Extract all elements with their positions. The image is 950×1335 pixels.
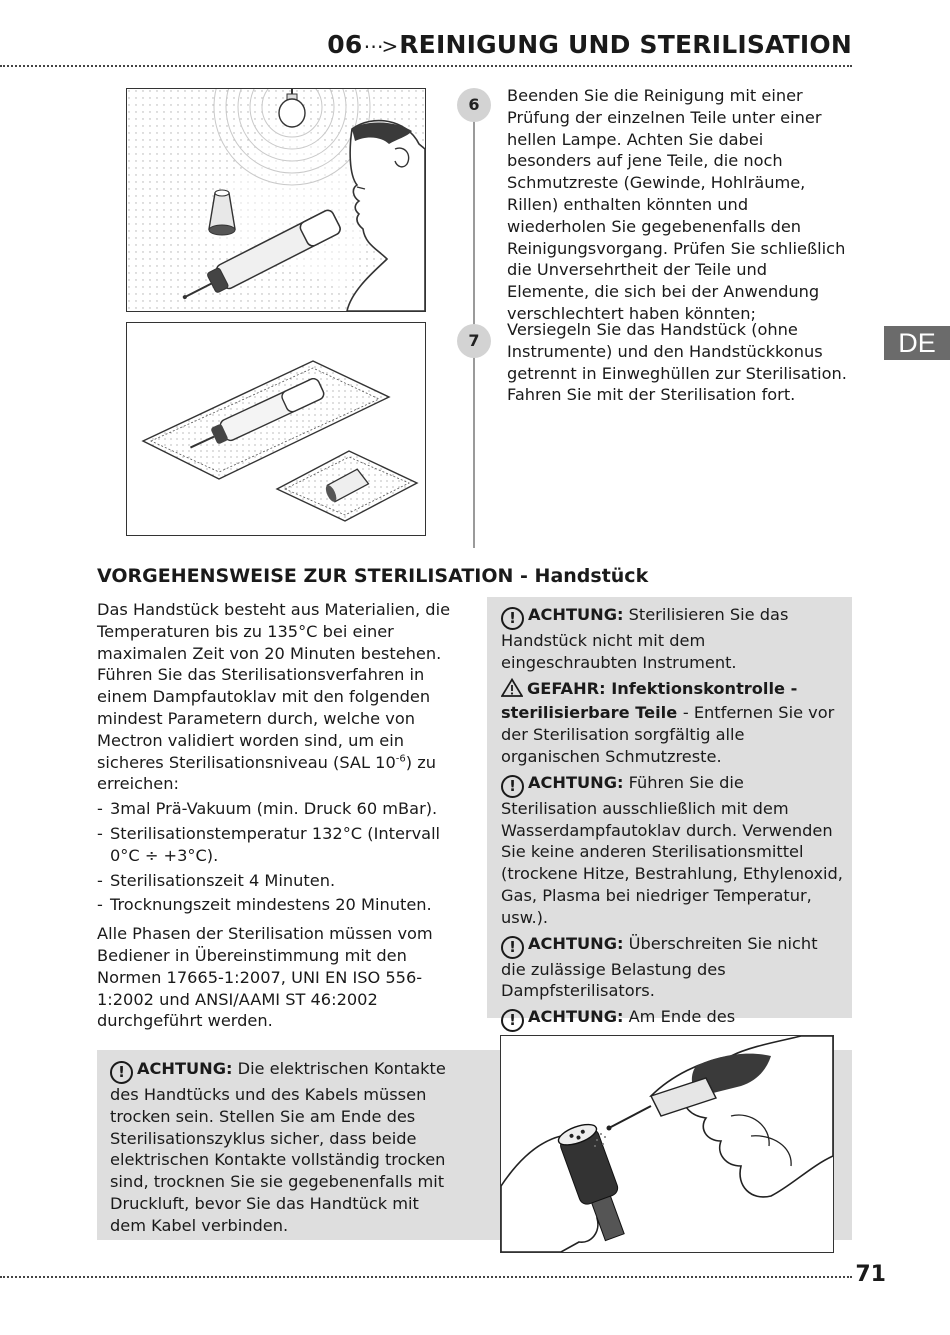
warning-text: Überschreiten Sie nicht die zulässige Belastung des Dampfsterilisators.	[501, 933, 818, 1001]
exclamation-circle-icon: !	[501, 936, 524, 959]
drying-drawing	[501, 1036, 833, 1252]
chapter-arrow-icon: ⋯>	[363, 34, 397, 58]
intro-text-part1: Das Handstück besteht aus Materialien, die Temperaturen bis zu 135°C bei einer maximalen Zeit von 20 Minuten bestehen. Führen Sie das Sterilisationsverfahren in einem Dampfautoklav mit den folgenden mindest Parametern durch, welche von Mectron validiert worden sind, um ein sicheres Sterilisationsniveau (SAL 10	[97, 600, 451, 772]
pouch-drawing	[127, 323, 425, 535]
chapter-title: REINIGUNG UND STERILISATION	[399, 30, 852, 59]
parameter-list	[97, 798, 453, 916]
warning-text: Die elektrischen Kontakte des Handtücks und des Kabels müssen trocken sein. Stellen Sie am Ende des Sterilisationszyklus sicher, dass beide elektrischen Kontakte vollständig trocken sind, trocknen Sie sie gegebenenfalls mit Druckluft, bevor Sie das Handtück mit dem Kabel verbinden.	[110, 1059, 446, 1235]
inspection-illustration	[126, 88, 426, 312]
warning-text: - Entfernen Sie vor der Sterilisation sorgfältig alle organischen Schmutzreste.	[501, 703, 835, 766]
warning-label: ACHTUNG:	[528, 772, 624, 792]
intro-exponent: -6	[395, 753, 406, 765]
procedure-closing: Alle Phasen der Sterilisation müssen vom Bediener in Übereinstimmung mit den Normen 17665-1:2007, UNI EN ISO 556-1:2002 und ANSI/AAMI ST 46:2002 durchgeführt werden.	[97, 924, 433, 1031]
list-item	[97, 823, 453, 867]
inspection-drawing	[127, 89, 425, 311]
warning-text: Sterilisieren Sie das Handstück nicht mit dem eingeschraubten Instrument.	[501, 605, 789, 672]
warning-triangle-icon	[501, 678, 523, 703]
list-item-text: Sterilisationstemperatur 132°C (Intervall 0°C ÷ +3°C).	[110, 823, 441, 865]
warning-item	[501, 604, 844, 674]
list-item-text: Sterilisationszeit 4 Minuten.	[110, 870, 336, 890]
sterilisation-procedure	[97, 599, 453, 1032]
chapter-heading	[327, 30, 852, 59]
warnings-box	[487, 597, 852, 1030]
step-badge-6: 6	[457, 88, 491, 122]
page-number: 71	[855, 1262, 886, 1287]
list-item	[97, 798, 453, 820]
procedure-intro	[97, 599, 453, 795]
drying-illustration	[500, 1035, 834, 1253]
step-badge-7: 7	[457, 324, 491, 358]
warning-text: Am Ende des	[628, 1007, 736, 1027]
warning-label: ACHTUNG:	[137, 1059, 233, 1078]
list-dash: -	[97, 823, 103, 843]
list-dash: -	[97, 870, 103, 890]
header-divider	[0, 65, 852, 67]
warning-label: ACHTUNG:	[528, 933, 624, 953]
step-text-6: Beenden Sie die Reinigung mit einer Prüfung der einzelnen Teile unter einer hellen Lampe. Achten Sie dabei besonders auf jene Teile, die noch Schmutzreste (Gewinde, Hohlräume, Rillen) enthalten könnten und wiederholen Sie gegebenenfalls den Reinigungsvorgang. Prüfen Sie schließlich die Unversehrtheit der Teile und Elemente, die sich bei der Anwendung verschlechtert haben könnten;	[507, 86, 846, 323]
bottom-warning	[110, 1058, 455, 1237]
pouch-illustration	[126, 322, 426, 536]
section-title: VORGEHENSWEISE ZUR STERILISATION - Handstück	[97, 565, 649, 587]
list-dash: -	[97, 895, 103, 915]
language-tab[interactable]: DE	[884, 326, 950, 360]
step-text-7: Versiegeln Sie das Handstück (ohne Instrumente) und den Handstückkonus getrennt in Einweghüllen zur Sterilisation. Fahren Sie mit der Sterilisation fort.	[507, 320, 847, 405]
list-dash: -	[97, 799, 103, 819]
exclamation-circle-icon: !	[501, 607, 524, 630]
warning-item	[501, 772, 844, 929]
list-item-text: 3mal Prä-Vakuum (min. Druck 60 mBar).	[110, 799, 438, 819]
exclamation-circle-icon: !	[501, 775, 524, 798]
footer-divider	[0, 1276, 852, 1278]
warning-label: ACHTUNG:	[528, 605, 624, 624]
exclamation-circle-icon: !	[501, 1009, 524, 1032]
warning-label: GEFAHR: Infektionskontrolle - sterilisierbare Teile	[501, 678, 798, 723]
warning-text: Führen Sie die Sterilisation ausschließlich mit dem Wasserdampfautoklav durch. Verwenden Sie keine anderen Sterilisationsmittel (trockene Hitze, Bestrahlung, Ethylenoxid, Gas, Plasma bei niedriger Temperatur, usw.).	[501, 772, 843, 927]
list-item	[97, 894, 453, 916]
warning-item	[501, 933, 844, 1003]
chapter-number: 06	[327, 30, 363, 59]
exclamation-circle-icon: !	[110, 1061, 133, 1084]
list-item-text: Trocknungszeit mindestens 20 Minuten.	[110, 895, 432, 915]
warning-label: ACHTUNG:	[528, 1007, 624, 1027]
list-item	[97, 870, 453, 892]
warning-item	[501, 678, 844, 768]
intro-text-part2: ) zu erreichen:	[97, 752, 436, 794]
